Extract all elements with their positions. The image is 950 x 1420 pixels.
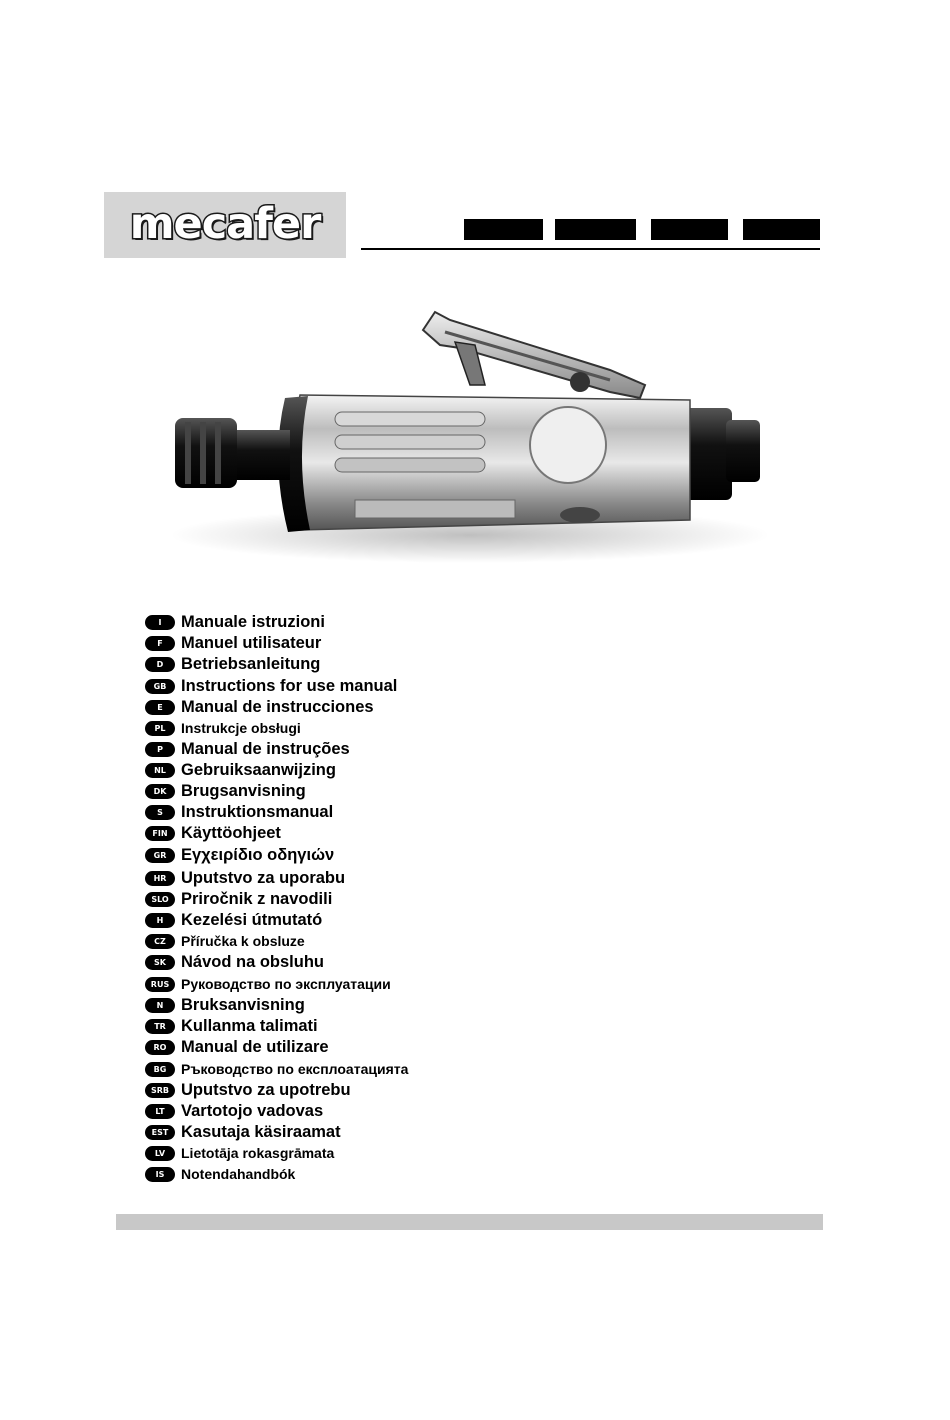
brand-logo [104, 192, 346, 258]
header-bar [555, 219, 636, 240]
language-manual-title: Vartotojo vadovas [181, 1102, 324, 1120]
language-code-badge: FIN [145, 826, 175, 841]
language-manual-title: Instruktionsmanual [181, 803, 334, 821]
language-code-badge: I [145, 615, 175, 630]
language-code-badge: SRB [145, 1083, 175, 1098]
language-manual-title: Instructions for use manual [181, 677, 398, 695]
language-manual-title: Uputstvo za upotrebu [181, 1081, 351, 1099]
language-manual-title: Käyttöohjeet [181, 824, 281, 842]
language-manual-title: Příručka k obsluze [181, 933, 305, 949]
air-die-grinder-icon [140, 290, 780, 570]
language-code-badge: NL [145, 763, 175, 778]
brand-logo-text: mecafer [129, 199, 321, 249]
language-manual-title: Manual de instrucciones [181, 698, 374, 716]
language-code-badge: F [145, 636, 175, 651]
language-code-badge: PL [145, 721, 175, 736]
language-code-badge: IS [145, 1167, 175, 1182]
language-code-badge: HR [145, 871, 175, 886]
language-manual-title: Brugsanvisning [181, 782, 306, 800]
language-code-badge: SK [145, 955, 175, 970]
language-code-badge: GR [145, 848, 175, 863]
language-code-badge: BG [145, 1062, 175, 1077]
language-manual-title: Gebruiksaanwijzing [181, 761, 336, 779]
language-code-badge: H [145, 913, 175, 928]
language-manual-title: Betriebsanleitung [181, 655, 321, 673]
language-manual-title: Kezelési útmutató [181, 911, 323, 929]
language-code-badge: LT [145, 1104, 175, 1119]
language-code-badge: D [145, 657, 175, 672]
header-bar [743, 219, 820, 240]
language-manual-title: Руководство по эксплуатации [181, 976, 391, 992]
language-manual-title: Manuale istruzioni [181, 613, 325, 631]
header-bar [464, 219, 543, 240]
language-manual-title: Εγχειρίδιο οδηγιών [181, 846, 335, 864]
language-code-badge: LV [145, 1146, 175, 1161]
language-code-badge: TR [145, 1019, 175, 1034]
language-manual-title: Kasutaja käsiraamat [181, 1123, 341, 1141]
language-code-badge: RUS [145, 977, 175, 992]
language-manual-title: Priročnik z navodili [181, 890, 333, 908]
language-manual-title: Manuel utilisateur [181, 634, 322, 652]
language-code-badge: P [145, 742, 175, 757]
language-manual-title: Ръководство по експлоатацията [181, 1061, 409, 1077]
header-bar [651, 219, 728, 240]
language-manual-title: Instrukcje obsługi [181, 720, 301, 736]
language-manual-title: Bruksanvisning [181, 996, 305, 1014]
language-manual-title: Notendahandbók [181, 1166, 296, 1182]
footer-bar [116, 1214, 823, 1230]
language-manual-title: Lietotāja rokasgrāmata [181, 1145, 335, 1161]
language-code-badge: CZ [145, 934, 175, 949]
language-code-badge: E [145, 700, 175, 715]
language-manual-title: Uputstvo za uporabu [181, 869, 346, 887]
language-manual-title: Návod na obsluhu [181, 953, 325, 971]
language-code-badge: GB [145, 679, 175, 694]
language-code-badge: SLO [145, 892, 175, 907]
language-manual-title: Kullanma talimati [181, 1017, 318, 1035]
header-rule [361, 248, 820, 250]
language-code-badge: RO [145, 1040, 175, 1055]
language-manual-title: Manual de instruções [181, 740, 350, 758]
language-code-badge: N [145, 998, 175, 1013]
language-manual-title: Manual de utilizare [181, 1038, 329, 1056]
language-code-badge: DK [145, 784, 175, 799]
language-code-badge: S [145, 805, 175, 820]
language-code-badge: EST [145, 1125, 175, 1140]
